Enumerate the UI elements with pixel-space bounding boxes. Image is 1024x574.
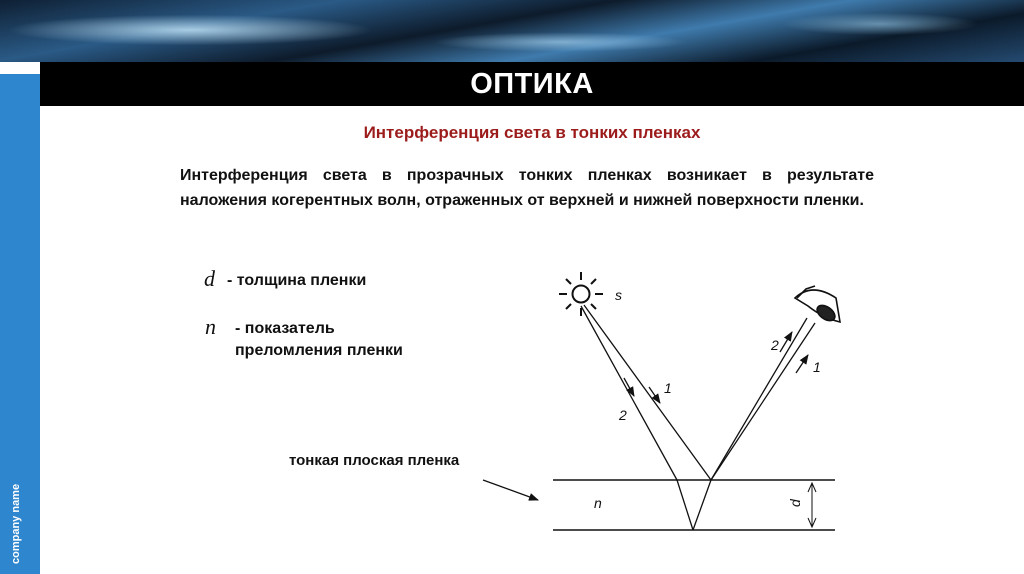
source-label: s xyxy=(615,287,622,303)
legend-text-n-line1: - показатель xyxy=(235,320,335,337)
legend-text-d: - толщина пленки xyxy=(227,272,367,289)
ray-label-2-incident: 2 xyxy=(619,407,627,423)
ray-2-incident xyxy=(581,306,677,480)
ray-1-incident xyxy=(584,305,711,480)
sun-icon xyxy=(559,272,603,316)
arrow-ray-1-reflected xyxy=(796,355,808,373)
refractive-index-label: n xyxy=(594,495,602,511)
company-name: company name xyxy=(10,483,22,564)
ray-1-reflected xyxy=(711,323,815,480)
thickness-label: d xyxy=(787,499,803,507)
slide-subtitle: Интерференция света в тонких пленках xyxy=(363,123,701,142)
light-rays xyxy=(581,305,815,530)
thickness-dimension xyxy=(808,483,816,527)
arrow-ray-1-incident xyxy=(649,387,660,403)
film-pointer-arrow xyxy=(483,480,538,500)
legend-text-n-line2: преломления пленки xyxy=(235,342,403,359)
ray-2-reflected-inside xyxy=(693,480,711,530)
film-label: тонкая плоская пленка xyxy=(289,452,460,469)
ray-label-2-emerging: 2 xyxy=(771,337,779,353)
eye-icon xyxy=(795,286,840,324)
page-title: ОПТИКА xyxy=(470,67,594,100)
ray-2-emerging xyxy=(711,318,807,480)
legend-symbol-d: d xyxy=(204,266,215,291)
ray-label-1-incident: 1 xyxy=(664,380,672,396)
ray-label-1-reflected: 1 xyxy=(813,359,821,375)
ray-2-refracted xyxy=(677,480,693,530)
ray-arrows xyxy=(624,332,808,403)
intro-paragraph: Интерференция света в прозрачных тонких пленках возникает в результате наложения когерентных волн, отраженных от верхней и нижней поверхности пленки. xyxy=(180,167,874,209)
arrow-ray-2-emerging xyxy=(780,332,792,352)
legend-symbol-n: n xyxy=(205,314,216,339)
